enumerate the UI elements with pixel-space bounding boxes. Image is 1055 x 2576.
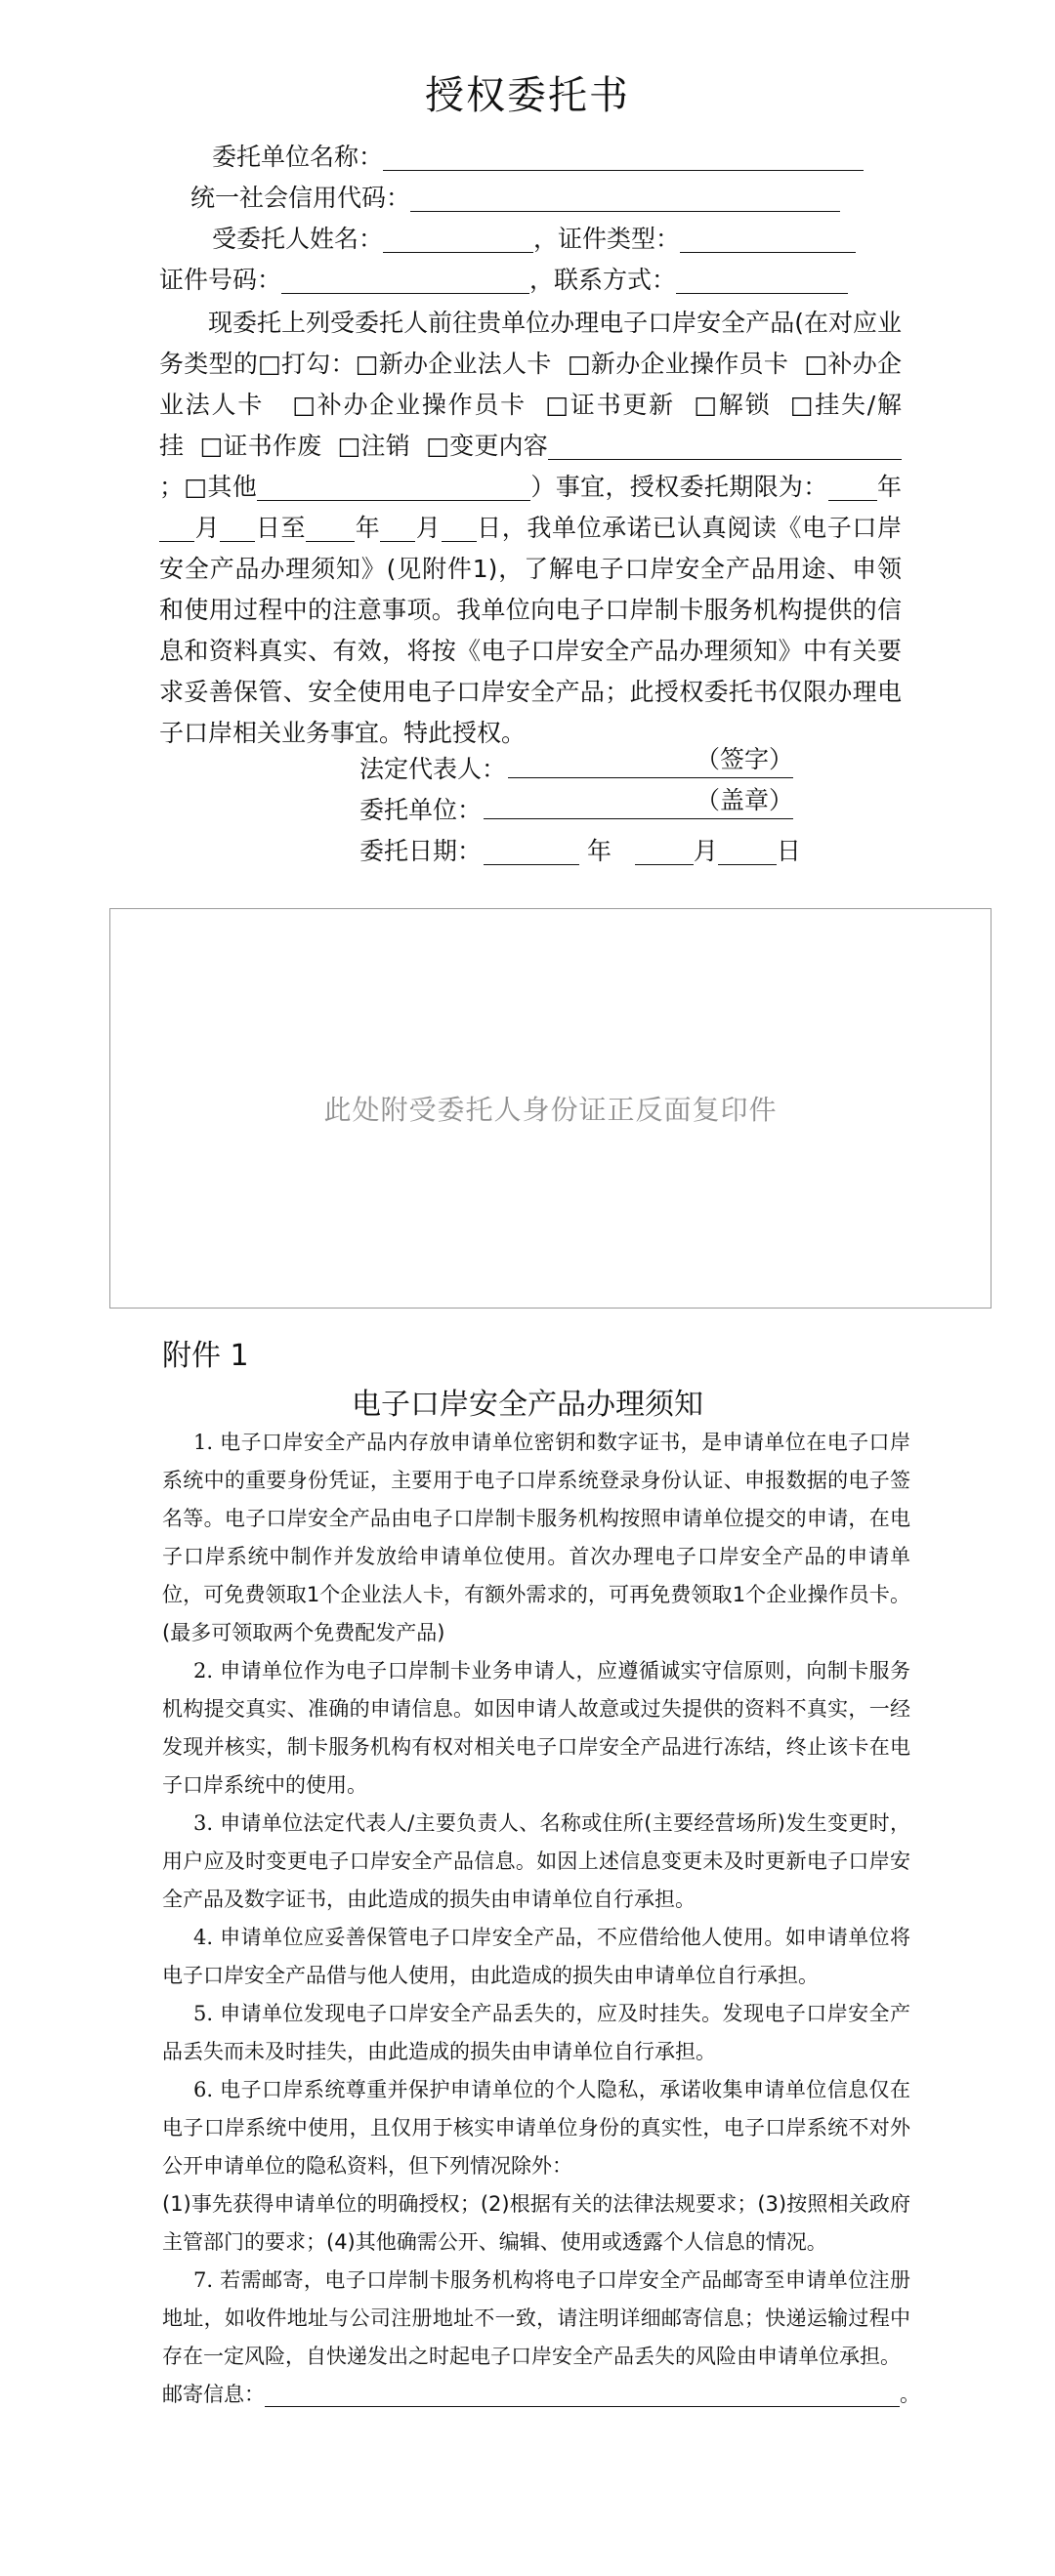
item-text: 申请单位作为电子口岸制卡业务申请人，应遵循诚实守信原则，向制卡服务机构提交真实、准确的申请信息。如因申请人故意或过失提供的资料不真实，一经发现并核实，制卡服务机构有权对相关电子口岸安全产品进行冻结，终止该卡在电子口岸系统中的使用。 bbox=[162, 1659, 910, 1797]
day-char: 日 bbox=[776, 837, 801, 865]
unit-seal-line bbox=[484, 786, 793, 819]
month-char: 月 bbox=[194, 514, 221, 542]
item-number: 6. bbox=[193, 2078, 214, 2101]
credit-code-label: 统一社会信用代码： bbox=[190, 184, 411, 212]
checkbox-cert-revoke[interactable]: □证书作废 bbox=[199, 432, 322, 460]
credit-code-field[interactable] bbox=[410, 184, 840, 212]
notice-item bbox=[162, 2071, 910, 2185]
legal-rep-label: 法定代表人： bbox=[359, 755, 507, 783]
year-char: 年 bbox=[876, 473, 902, 501]
other-field[interactable] bbox=[257, 475, 530, 501]
item-number: 2. bbox=[193, 1659, 214, 1683]
term-text: ）事宜，授权委托期限为： bbox=[530, 473, 828, 501]
sign-note: （签字） bbox=[695, 745, 793, 773]
id-number-label: 证件号码： bbox=[159, 266, 282, 294]
checkbox-unlock[interactable]: □解锁 bbox=[694, 391, 772, 419]
checkbox-cert-update[interactable]: □证书更新 bbox=[545, 391, 675, 419]
unit-field[interactable] bbox=[484, 786, 793, 819]
agent-name-label: 受委托人姓名： bbox=[212, 225, 384, 253]
notice-item bbox=[162, 2262, 910, 2376]
agent-row bbox=[159, 219, 902, 260]
day-to-text: 日至 bbox=[255, 514, 307, 542]
notice-item bbox=[162, 1995, 910, 2071]
month-char: 月 bbox=[415, 514, 442, 542]
authorization-paragraph bbox=[159, 303, 902, 754]
checkbox-other[interactable]: □其他 bbox=[184, 473, 258, 501]
id-copy-box bbox=[109, 908, 992, 1309]
unit-name-field[interactable] bbox=[383, 143, 864, 171]
mail-info-row bbox=[162, 2376, 920, 2414]
item-number: 3. bbox=[193, 1811, 214, 1835]
checkbox-cancel[interactable]: □注销 bbox=[337, 432, 410, 460]
seal-note: （盖章） bbox=[695, 786, 793, 814]
year-char: 年 bbox=[355, 514, 381, 542]
start-day-field[interactable] bbox=[220, 516, 255, 542]
agent-name-field[interactable] bbox=[383, 225, 533, 253]
notice-body bbox=[162, 1424, 920, 2414]
start-month-field[interactable] bbox=[159, 516, 194, 542]
change-content-field[interactable] bbox=[548, 434, 902, 460]
notice-item-6-exceptions: (1)事先获得申请单位的明确授权；(2)根据有关的法律法规要求；(3)按照相关政府主管部门的要求；(4)其他确需公开、编辑、使用或透露个人信息的情况。 bbox=[162, 2192, 910, 2254]
contact-field[interactable] bbox=[676, 266, 848, 294]
checkbox-change-content[interactable]: □变更内容 bbox=[426, 432, 548, 460]
item-text: 申请单位应妥善保管电子口岸安全产品，不应借给他人使用。如申请单位将电子口岸安全产品借与他人使用，由此造成的损失由申请单位自行承担。 bbox=[162, 1926, 910, 1987]
period: 。 bbox=[900, 2383, 920, 2406]
checkbox-report-loss[interactable]: □挂失/解挂 bbox=[159, 391, 902, 460]
date-month-field[interactable] bbox=[635, 837, 694, 865]
unit-name-row bbox=[159, 137, 902, 178]
commitment-text: 我单位承诺已认真阅读《电子口岸安全产品办理须知》(见附件1)，了解电子口岸安全产品用途、申领和使用过程中的注意事项。我单位向电子口岸制卡服务机构提供的信息和资料真实、有效，将按《电子口岸安全产品办理须知》中有关要求妥善保管、安全使用电子口岸安全产品；此授权委托书仅限办理电子口岸相关业务事宜。特此授权。 bbox=[159, 514, 902, 747]
item-text: 申请单位发现电子口岸安全产品丢失的，应及时挂失。发现电子口岸安全产品丢失而未及时挂失，由此造成的损失由申请单位自行承担。 bbox=[162, 2002, 910, 2063]
end-year-field[interactable] bbox=[306, 516, 355, 542]
mail-info-label: 邮寄信息： bbox=[162, 2383, 265, 2406]
paragraph-intro: 现委托上列受委托人前往贵单位办理电子口岸安全产品(在对应业务类型的□打勾： bbox=[159, 309, 902, 378]
mail-info-field[interactable] bbox=[265, 2383, 900, 2407]
item-number: 4. bbox=[193, 1926, 214, 1949]
date-label: 委托日期： bbox=[359, 837, 483, 865]
date-day-field[interactable] bbox=[718, 837, 777, 865]
checkbox-new-operator-card[interactable]: □新办企业操作员卡 bbox=[568, 350, 789, 378]
notice-item bbox=[162, 1652, 910, 1805]
id-number-field[interactable] bbox=[281, 266, 529, 294]
month-char: 月 bbox=[693, 837, 718, 865]
checkbox-new-legal-card[interactable]: □新办企业法人卡 bbox=[355, 350, 552, 378]
year-char: 年 bbox=[586, 837, 612, 865]
authorization-form bbox=[159, 137, 902, 754]
end-month-field[interactable] bbox=[380, 516, 415, 542]
id-copy-placeholder: 此处附受委托人身份证正反面复印件 bbox=[323, 1094, 778, 1126]
date-year-field[interactable] bbox=[484, 837, 579, 865]
semicolon: ； bbox=[159, 473, 185, 501]
contact-label: ，联系方式： bbox=[529, 266, 677, 294]
item-number: 5. bbox=[193, 2002, 214, 2025]
unit-name-label: 委托单位名称： bbox=[212, 143, 384, 171]
checkbox-reissue-legal-card[interactable]: □补办企业法人卡 bbox=[159, 350, 902, 419]
id-contact-row bbox=[159, 260, 902, 301]
item-text: 申请单位法定代表人/主要负责人、名称或住所(主要经营场所)发生变更时，用户应及时变更电子口岸安全产品信息。如因上述信息变更未及时更新电子口岸安全产品及数字证书，由此造成的损失由申请单位自行承担。 bbox=[162, 1811, 910, 1911]
attachment-label: 附件 1 bbox=[162, 1339, 249, 1373]
item-text: 电子口岸安全产品内存放申请单位密钥和数字证书，是申请单位在电子口岸系统中的重要身份凭证，主要用于电子口岸系统登录身份认证、申报数据的电子签名等。电子口岸安全产品由电子口岸制卡服务机构按照申请单位提交的申请，在电子口岸系统中制作并发放给申请单位使用。首次办理电子口岸安全产品的申请单位，可免费领取1个企业法人卡，有额外需求的，可再免费领取1个企业操作员卡。(最多可领取两个免费配发产品) bbox=[162, 1431, 910, 1644]
notice-item bbox=[162, 1424, 910, 1652]
day-char: 日， bbox=[476, 514, 528, 542]
id-type-label: ，证件类型： bbox=[533, 225, 681, 253]
item-text: 电子口岸系统尊重并保护申请单位的个人隐私，承诺收集申请单位信息仅在电子口岸系统中使用，且仅用于核实申请单位身份的真实性，电子口岸系统不对外公开申请单位的隐私资料，但下列情况除外： bbox=[162, 2078, 910, 2178]
item-number: 1. bbox=[193, 1431, 214, 1454]
notice-item bbox=[162, 1805, 910, 1919]
unit-label: 委托单位： bbox=[359, 796, 483, 824]
checkbox-reissue-operator-card[interactable]: □补办企业操作员卡 bbox=[292, 391, 527, 419]
start-year-field[interactable] bbox=[828, 475, 877, 501]
legal-rep-signature-line bbox=[508, 745, 793, 778]
document-title: 授权委托书 bbox=[425, 73, 630, 118]
item-text: 若需邮寄，电子口岸制卡服务机构将电子口岸安全产品邮寄至申请单位注册地址，如收件地址与公司注册地址不一致，请注明详细邮寄信息；快递运输过程中存在一定风险，自快递发出之时起电子口岸安全产品丢失的风险由申请单位承担。 bbox=[162, 2268, 910, 2368]
date-fields bbox=[484, 832, 801, 867]
notice-title: 电子口岸安全产品办理须知 bbox=[352, 1388, 703, 1422]
id-type-field[interactable] bbox=[680, 225, 856, 253]
end-day-field[interactable] bbox=[442, 516, 477, 542]
notice-item bbox=[162, 1919, 910, 1995]
credit-code-row bbox=[159, 178, 902, 219]
item-number: 7. bbox=[193, 2268, 214, 2292]
legal-rep-field[interactable] bbox=[508, 745, 793, 778]
